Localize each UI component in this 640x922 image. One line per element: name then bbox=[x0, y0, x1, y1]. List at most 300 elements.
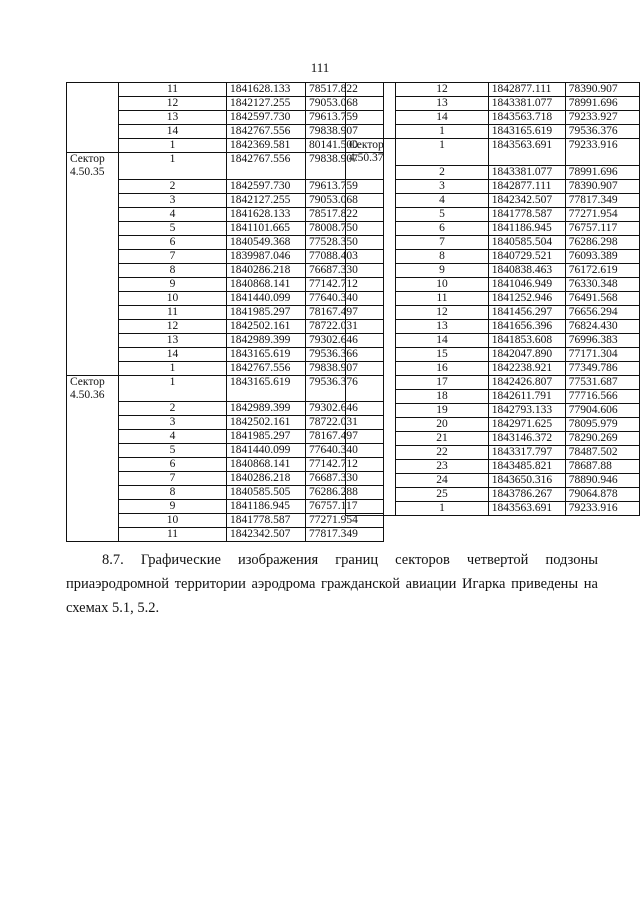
sector-cell: Сектор 4.50.37 bbox=[346, 139, 396, 166]
table-row bbox=[67, 207, 384, 221]
x-coordinate-cell: 1840585.505 bbox=[227, 486, 306, 500]
sector-cell bbox=[67, 97, 119, 111]
sector-cell bbox=[346, 179, 396, 193]
point-number-cell: 1 bbox=[396, 139, 489, 166]
coordinates-table-left-body bbox=[67, 83, 384, 542]
table-row bbox=[346, 445, 640, 459]
sector-cell bbox=[67, 249, 119, 263]
table-row bbox=[67, 458, 384, 472]
point-number-cell: 21 bbox=[396, 431, 489, 445]
sector-cell bbox=[346, 333, 396, 347]
x-coordinate-cell: 1842597.730 bbox=[227, 179, 306, 193]
point-number-cell: 4 bbox=[119, 207, 227, 221]
y-coordinate-cell: 78890.946 bbox=[565, 473, 639, 487]
y-coordinate-cell: 78167.497 bbox=[306, 305, 384, 319]
sector-cell bbox=[346, 97, 396, 111]
table-row bbox=[67, 235, 384, 249]
table-row bbox=[346, 389, 640, 403]
table-row bbox=[346, 333, 640, 347]
point-number-cell: 25 bbox=[396, 487, 489, 501]
table-row bbox=[67, 472, 384, 486]
sector-cell: Сектор 4.50.36 bbox=[67, 375, 119, 402]
table-row bbox=[67, 305, 384, 319]
y-coordinate-cell: 79613.759 bbox=[306, 179, 384, 193]
y-coordinate-cell: 79233.916 bbox=[565, 139, 639, 166]
point-number-cell: 1 bbox=[119, 139, 227, 153]
table-row bbox=[346, 277, 640, 291]
x-coordinate-cell: 1843563.691 bbox=[488, 139, 565, 166]
sector-cell bbox=[346, 501, 396, 515]
x-coordinate-cell: 1841778.587 bbox=[488, 207, 565, 221]
table-row bbox=[346, 179, 640, 193]
table-row bbox=[67, 125, 384, 139]
y-coordinate-cell: 78390.907 bbox=[565, 179, 639, 193]
point-number-cell: 6 bbox=[119, 458, 227, 472]
table-row bbox=[346, 139, 640, 166]
table-row bbox=[346, 417, 640, 431]
sector-cell bbox=[346, 249, 396, 263]
sector-cell bbox=[67, 319, 119, 333]
x-coordinate-cell: 1840585.504 bbox=[488, 235, 565, 249]
coordinates-table-right-body bbox=[346, 83, 640, 516]
point-number-cell: 13 bbox=[119, 333, 227, 347]
point-number-cell: 13 bbox=[396, 97, 489, 111]
sector-cell bbox=[67, 277, 119, 291]
x-coordinate-cell: 1841186.945 bbox=[488, 221, 565, 235]
y-coordinate-cell: 78008.750 bbox=[306, 221, 384, 235]
table-row bbox=[346, 501, 640, 515]
x-coordinate-cell: 1842127.255 bbox=[227, 193, 306, 207]
table-row bbox=[346, 403, 640, 417]
x-coordinate-cell: 1842426.807 bbox=[488, 375, 565, 389]
sector-cell bbox=[67, 125, 119, 139]
table-row bbox=[67, 444, 384, 458]
point-number-cell: 12 bbox=[119, 97, 227, 111]
x-coordinate-cell: 1841440.099 bbox=[227, 291, 306, 305]
x-coordinate-cell: 1840729.521 bbox=[488, 249, 565, 263]
point-number-cell: 12 bbox=[119, 319, 227, 333]
y-coordinate-cell: 78487.502 bbox=[565, 445, 639, 459]
y-coordinate-cell: 77349.786 bbox=[565, 361, 639, 375]
point-number-cell: 9 bbox=[396, 263, 489, 277]
table-row bbox=[346, 431, 640, 445]
sector-cell bbox=[346, 277, 396, 291]
y-coordinate-cell: 76824.430 bbox=[565, 319, 639, 333]
sector-cell bbox=[346, 207, 396, 221]
x-coordinate-cell: 1842989.399 bbox=[227, 333, 306, 347]
y-coordinate-cell: 77142.712 bbox=[306, 277, 384, 291]
x-coordinate-cell: 1843381.077 bbox=[488, 97, 565, 111]
x-coordinate-cell: 1843165.619 bbox=[488, 125, 565, 139]
sector-cell bbox=[346, 193, 396, 207]
table-row bbox=[67, 500, 384, 514]
sector-cell bbox=[67, 514, 119, 528]
point-number-cell: 1 bbox=[396, 125, 489, 139]
point-number-cell: 12 bbox=[396, 305, 489, 319]
x-coordinate-cell: 1843485.821 bbox=[488, 459, 565, 473]
sector-cell bbox=[346, 291, 396, 305]
y-coordinate-cell: 78517.822 bbox=[306, 207, 384, 221]
table-row bbox=[67, 153, 384, 180]
y-coordinate-cell: 78390.907 bbox=[565, 83, 639, 97]
point-number-cell: 1 bbox=[119, 153, 227, 180]
sector-cell bbox=[346, 125, 396, 139]
x-coordinate-cell: 1843650.316 bbox=[488, 473, 565, 487]
sector-cell bbox=[67, 83, 119, 97]
y-coordinate-cell: 79064.878 bbox=[565, 487, 639, 501]
y-coordinate-cell: 80141.500 bbox=[306, 139, 384, 153]
table-row bbox=[346, 249, 640, 263]
y-coordinate-cell: 78722.031 bbox=[306, 319, 384, 333]
point-number-cell: 14 bbox=[119, 125, 227, 139]
x-coordinate-cell: 1842989.399 bbox=[227, 402, 306, 416]
sector-cell bbox=[346, 347, 396, 361]
y-coordinate-cell: 79302.646 bbox=[306, 333, 384, 347]
table-row bbox=[346, 235, 640, 249]
y-coordinate-cell: 79536.376 bbox=[306, 375, 384, 402]
point-number-cell: 2 bbox=[119, 402, 227, 416]
x-coordinate-cell: 1843786.267 bbox=[488, 487, 565, 501]
x-coordinate-cell: 1842342.507 bbox=[488, 193, 565, 207]
page-number: 111 bbox=[310, 60, 330, 75]
point-number-cell: 8 bbox=[119, 263, 227, 277]
y-coordinate-cell: 77271.954 bbox=[565, 207, 639, 221]
point-number-cell: 9 bbox=[119, 500, 227, 514]
table-row bbox=[346, 125, 640, 139]
table-row bbox=[67, 402, 384, 416]
y-coordinate-cell: 79536.366 bbox=[306, 347, 384, 361]
table-row bbox=[67, 249, 384, 263]
x-coordinate-cell: 1842611.791 bbox=[488, 389, 565, 403]
sector-cell bbox=[346, 417, 396, 431]
point-number-cell: 10 bbox=[119, 514, 227, 528]
paragraph-8-7: 8.7. Графические изображения границ секторов четвертой подзоны приаэродромной территории аэродрома гражданской авиации Игарка приведены на схемах 5.1, 5.2. bbox=[66, 552, 598, 616]
point-number-cell: 4 bbox=[119, 430, 227, 444]
table-row bbox=[67, 139, 384, 153]
point-number-cell: 11 bbox=[119, 83, 227, 97]
point-number-cell: 24 bbox=[396, 473, 489, 487]
table-row bbox=[346, 263, 640, 277]
y-coordinate-cell: 77271.954 bbox=[306, 514, 384, 528]
sector-cell bbox=[67, 416, 119, 430]
x-coordinate-cell: 1841778.587 bbox=[227, 514, 306, 528]
x-coordinate-cell: 1842369.581 bbox=[227, 139, 306, 153]
point-number-cell: 1 bbox=[396, 501, 489, 515]
table-row bbox=[346, 97, 640, 111]
table-row bbox=[346, 83, 640, 97]
y-coordinate-cell: 78991.696 bbox=[565, 97, 639, 111]
x-coordinate-cell: 1841656.396 bbox=[488, 319, 565, 333]
x-coordinate-cell: 1843317.797 bbox=[488, 445, 565, 459]
y-coordinate-cell: 79053.068 bbox=[306, 193, 384, 207]
table-row bbox=[346, 375, 640, 389]
table-row bbox=[67, 347, 384, 361]
sector-cell bbox=[346, 445, 396, 459]
table-row bbox=[346, 111, 640, 125]
y-coordinate-cell: 78722.031 bbox=[306, 416, 384, 430]
point-number-cell: 4 bbox=[396, 193, 489, 207]
point-number-cell: 11 bbox=[396, 291, 489, 305]
x-coordinate-cell: 1841101.665 bbox=[227, 221, 306, 235]
sector-cell bbox=[346, 165, 396, 179]
x-coordinate-cell: 1842047.890 bbox=[488, 347, 565, 361]
table-row bbox=[346, 319, 640, 333]
point-number-cell: 13 bbox=[396, 319, 489, 333]
point-number-cell: 3 bbox=[119, 193, 227, 207]
y-coordinate-cell: 79053.068 bbox=[306, 97, 384, 111]
x-coordinate-cell: 1843165.619 bbox=[227, 375, 306, 402]
y-coordinate-cell: 77531.687 bbox=[565, 375, 639, 389]
point-number-cell: 13 bbox=[119, 111, 227, 125]
x-coordinate-cell: 1840549.368 bbox=[227, 235, 306, 249]
y-coordinate-cell: 77088.403 bbox=[306, 249, 384, 263]
x-coordinate-cell: 1842342.507 bbox=[227, 528, 306, 542]
point-number-cell: 20 bbox=[396, 417, 489, 431]
y-coordinate-cell: 76093.389 bbox=[565, 249, 639, 263]
point-number-cell: 3 bbox=[119, 416, 227, 430]
point-number-cell: 22 bbox=[396, 445, 489, 459]
table-row bbox=[346, 221, 640, 235]
sector-cell bbox=[67, 444, 119, 458]
sector-cell bbox=[346, 263, 396, 277]
y-coordinate-cell: 78290.269 bbox=[565, 431, 639, 445]
y-coordinate-cell: 79613.759 bbox=[306, 111, 384, 125]
y-coordinate-cell: 78687.88 bbox=[565, 459, 639, 473]
sector-cell bbox=[67, 291, 119, 305]
x-coordinate-cell: 1841985.297 bbox=[227, 305, 306, 319]
table-row bbox=[67, 291, 384, 305]
point-number-cell: 7 bbox=[119, 472, 227, 486]
sector-cell bbox=[67, 193, 119, 207]
sector-cell bbox=[67, 221, 119, 235]
x-coordinate-cell: 1843146.372 bbox=[488, 431, 565, 445]
x-coordinate-cell: 1842127.255 bbox=[227, 97, 306, 111]
point-number-cell: 10 bbox=[119, 291, 227, 305]
sector-cell bbox=[67, 333, 119, 347]
table-row bbox=[346, 291, 640, 305]
table-row bbox=[67, 486, 384, 500]
point-number-cell: 5 bbox=[119, 221, 227, 235]
x-coordinate-cell: 1841456.297 bbox=[488, 305, 565, 319]
sector-cell bbox=[67, 111, 119, 125]
table-row bbox=[67, 416, 384, 430]
table-row bbox=[67, 111, 384, 125]
y-coordinate-cell: 77817.349 bbox=[565, 193, 639, 207]
x-coordinate-cell: 1842502.161 bbox=[227, 416, 306, 430]
table-row bbox=[346, 487, 640, 501]
table-row bbox=[67, 528, 384, 542]
sector-cell bbox=[346, 111, 396, 125]
point-number-cell: 10 bbox=[396, 277, 489, 291]
sector-cell bbox=[67, 361, 119, 375]
table-row bbox=[67, 277, 384, 291]
sector-cell bbox=[346, 305, 396, 319]
y-coordinate-cell: 76172.619 bbox=[565, 263, 639, 277]
sector-cell bbox=[346, 83, 396, 97]
y-coordinate-cell: 79302.646 bbox=[306, 402, 384, 416]
x-coordinate-cell: 1843381.077 bbox=[488, 165, 565, 179]
x-coordinate-cell: 1841628.133 bbox=[227, 83, 306, 97]
y-coordinate-cell: 76687.330 bbox=[306, 263, 384, 277]
x-coordinate-cell: 1842767.556 bbox=[227, 153, 306, 180]
y-coordinate-cell: 76996.383 bbox=[565, 333, 639, 347]
sector-cell bbox=[346, 221, 396, 235]
x-coordinate-cell: 1842877.111 bbox=[488, 179, 565, 193]
x-coordinate-cell: 1841853.608 bbox=[488, 333, 565, 347]
point-number-cell: 7 bbox=[119, 249, 227, 263]
x-coordinate-cell: 1842502.161 bbox=[227, 319, 306, 333]
sector-cell bbox=[67, 500, 119, 514]
x-coordinate-cell: 1841186.945 bbox=[227, 500, 306, 514]
x-coordinate-cell: 1842767.556 bbox=[227, 361, 306, 375]
point-number-cell: 2 bbox=[119, 179, 227, 193]
x-coordinate-cell: 1840286.218 bbox=[227, 263, 306, 277]
point-number-cell: 5 bbox=[119, 444, 227, 458]
sector-cell bbox=[67, 402, 119, 416]
x-coordinate-cell: 1840868.141 bbox=[227, 458, 306, 472]
y-coordinate-cell: 76757.117 bbox=[306, 500, 384, 514]
point-number-cell: 17 bbox=[396, 375, 489, 389]
x-coordinate-cell: 1840286.218 bbox=[227, 472, 306, 486]
y-coordinate-cell: 79838.907 bbox=[306, 153, 384, 180]
table-row bbox=[346, 459, 640, 473]
x-coordinate-cell: 1842971.625 bbox=[488, 417, 565, 431]
y-coordinate-cell: 76656.294 bbox=[565, 305, 639, 319]
point-number-cell: 14 bbox=[396, 333, 489, 347]
sector-cell bbox=[67, 430, 119, 444]
y-coordinate-cell: 78167.497 bbox=[306, 430, 384, 444]
table-row bbox=[346, 473, 640, 487]
y-coordinate-cell: 79233.927 bbox=[565, 111, 639, 125]
sector-cell bbox=[346, 375, 396, 389]
sector-cell bbox=[346, 389, 396, 403]
y-coordinate-cell: 79233.916 bbox=[565, 501, 639, 515]
sector-cell bbox=[67, 139, 119, 153]
x-coordinate-cell: 1841440.099 bbox=[227, 444, 306, 458]
point-number-cell: 11 bbox=[119, 528, 227, 542]
x-coordinate-cell: 1842877.111 bbox=[488, 83, 565, 97]
table-row bbox=[67, 179, 384, 193]
x-coordinate-cell: 1841046.949 bbox=[488, 277, 565, 291]
point-number-cell: 16 bbox=[396, 361, 489, 375]
table-row bbox=[67, 430, 384, 444]
x-coordinate-cell: 1842767.556 bbox=[227, 125, 306, 139]
y-coordinate-cell: 76491.568 bbox=[565, 291, 639, 305]
y-coordinate-cell: 76286.298 bbox=[565, 235, 639, 249]
y-coordinate-cell: 77817.349 bbox=[306, 528, 384, 542]
x-coordinate-cell: 1842793.133 bbox=[488, 403, 565, 417]
table-row bbox=[346, 347, 640, 361]
point-number-cell: 14 bbox=[396, 111, 489, 125]
sector-cell bbox=[346, 235, 396, 249]
point-number-cell: 1 bbox=[119, 375, 227, 402]
y-coordinate-cell: 78991.696 bbox=[565, 165, 639, 179]
y-coordinate-cell: 79536.376 bbox=[565, 125, 639, 139]
table-row bbox=[346, 165, 640, 179]
sector-cell bbox=[346, 459, 396, 473]
sector-cell: Сектор 4.50.35 bbox=[67, 153, 119, 180]
sector-cell bbox=[346, 487, 396, 501]
y-coordinate-cell: 77904.606 bbox=[565, 403, 639, 417]
table-row bbox=[67, 221, 384, 235]
table-row bbox=[67, 361, 384, 375]
y-coordinate-cell: 78517.822 bbox=[306, 83, 384, 97]
y-coordinate-cell: 77142.712 bbox=[306, 458, 384, 472]
y-coordinate-cell: 79838.907 bbox=[306, 125, 384, 139]
y-coordinate-cell: 77171.304 bbox=[565, 347, 639, 361]
point-number-cell: 14 bbox=[119, 347, 227, 361]
x-coordinate-cell: 1840868.141 bbox=[227, 277, 306, 291]
table-row bbox=[67, 514, 384, 528]
table-row bbox=[346, 207, 640, 221]
point-number-cell: 7 bbox=[396, 235, 489, 249]
sector-cell bbox=[346, 361, 396, 375]
table-row bbox=[346, 305, 640, 319]
y-coordinate-cell: 77640.340 bbox=[306, 444, 384, 458]
point-number-cell: 19 bbox=[396, 403, 489, 417]
y-coordinate-cell: 76687.330 bbox=[306, 472, 384, 486]
coordinates-table-right bbox=[345, 82, 640, 516]
x-coordinate-cell: 1839987.046 bbox=[227, 249, 306, 263]
table-row bbox=[67, 83, 384, 97]
point-number-cell: 23 bbox=[396, 459, 489, 473]
point-number-cell: 8 bbox=[119, 486, 227, 500]
sector-cell bbox=[67, 458, 119, 472]
table-row bbox=[346, 193, 640, 207]
point-number-cell: 15 bbox=[396, 347, 489, 361]
point-number-cell: 2 bbox=[396, 165, 489, 179]
point-number-cell: 6 bbox=[396, 221, 489, 235]
x-coordinate-cell: 1843563.718 bbox=[488, 111, 565, 125]
x-coordinate-cell: 1843165.619 bbox=[227, 347, 306, 361]
y-coordinate-cell: 79838.907 bbox=[306, 361, 384, 375]
point-number-cell: 12 bbox=[396, 83, 489, 97]
sector-cell bbox=[67, 528, 119, 542]
x-coordinate-cell: 1841252.946 bbox=[488, 291, 565, 305]
sector-cell bbox=[67, 486, 119, 500]
table-row bbox=[67, 375, 384, 402]
y-coordinate-cell: 77528.350 bbox=[306, 235, 384, 249]
y-coordinate-cell: 76286.288 bbox=[306, 486, 384, 500]
point-number-cell: 11 bbox=[119, 305, 227, 319]
y-coordinate-cell: 76330.348 bbox=[565, 277, 639, 291]
sector-cell bbox=[67, 305, 119, 319]
table-row bbox=[67, 193, 384, 207]
sector-cell bbox=[346, 403, 396, 417]
y-coordinate-cell: 76757.117 bbox=[565, 221, 639, 235]
sector-cell bbox=[67, 263, 119, 277]
x-coordinate-cell: 1841628.133 bbox=[227, 207, 306, 221]
sector-cell bbox=[67, 347, 119, 361]
coordinates-table-left bbox=[66, 82, 384, 542]
point-number-cell: 6 bbox=[119, 235, 227, 249]
point-number-cell: 9 bbox=[119, 277, 227, 291]
table-row bbox=[346, 361, 640, 375]
point-number-cell: 8 bbox=[396, 249, 489, 263]
x-coordinate-cell: 1842238.921 bbox=[488, 361, 565, 375]
sector-cell bbox=[67, 207, 119, 221]
x-coordinate-cell: 1841985.297 bbox=[227, 430, 306, 444]
point-number-cell: 3 bbox=[396, 179, 489, 193]
sector-cell bbox=[67, 235, 119, 249]
y-coordinate-cell: 77640.340 bbox=[306, 291, 384, 305]
sector-cell bbox=[346, 431, 396, 445]
point-number-cell: 5 bbox=[396, 207, 489, 221]
y-coordinate-cell: 77716.566 bbox=[565, 389, 639, 403]
point-number-cell: 1 bbox=[119, 361, 227, 375]
x-coordinate-cell: 1842597.730 bbox=[227, 111, 306, 125]
point-number-cell: 18 bbox=[396, 389, 489, 403]
